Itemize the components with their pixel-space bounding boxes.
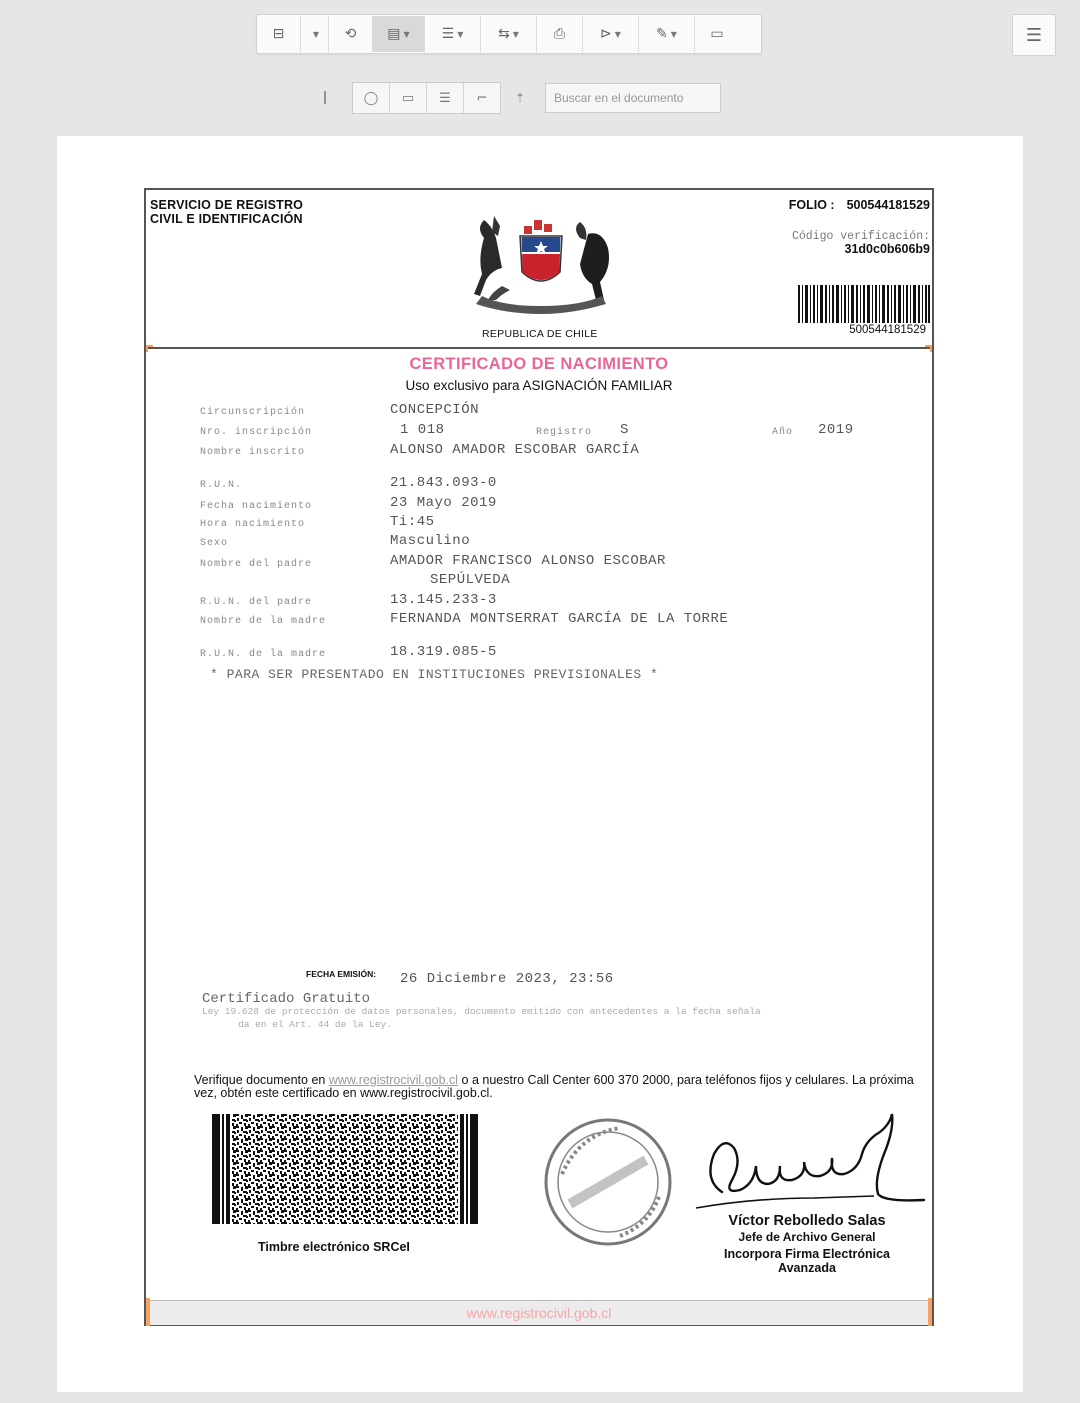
certificado-gratuito: Certificado Gratuito — [202, 991, 371, 1007]
folio-barcode — [798, 285, 930, 323]
text-tool-button[interactable]: ☰ — [427, 83, 464, 113]
menu-button[interactable] — [1012, 14, 1056, 56]
padre-value-cont: SEPÚLVEDA — [430, 572, 511, 588]
chevron-down-icon: ▼ — [670, 29, 677, 39]
sidebar-dropdown-button[interactable] — [301, 16, 329, 52]
inscripcion-value: 1 018 — [400, 422, 445, 438]
run-label: R.U.N. — [200, 480, 243, 491]
text-layout-icon: ☰ — [441, 26, 455, 42]
barcode-number: 500544181529 — [849, 324, 926, 336]
page-layout-button[interactable] — [373, 16, 425, 52]
registro-value: S — [620, 422, 629, 438]
agency-name — [150, 198, 303, 226]
fecha-nacimiento-label: Fecha nacimiento — [200, 501, 313, 512]
hamburger-icon: ☰ — [1025, 24, 1043, 46]
print-button[interactable] — [537, 16, 583, 52]
annotation-toolbar — [312, 80, 721, 116]
printer-icon: ⎙ — [553, 26, 566, 42]
chevron-down-icon: ▼ — [614, 29, 621, 39]
sidebar-icon: ⊟ — [272, 26, 285, 42]
usage-note: * PARA SER PRESENTADO EN INSTITUCIONES PREVISIONALES * — [210, 667, 659, 682]
annotate-icon: ⊳ — [600, 26, 612, 42]
draw-button[interactable] — [639, 16, 695, 52]
pen-icon: ✎ — [656, 26, 668, 42]
verify-link[interactable]: www.registrocivil.gob.cl — [328, 1073, 459, 1087]
signature — [694, 1110, 926, 1212]
signer-name: Víctor Rebolledo Salas — [728, 1213, 886, 1229]
padre-label: Nombre del padre — [200, 559, 313, 570]
fecha-emision-label: FECHA EMISIÓN: — [306, 969, 377, 979]
folio-value: 500544181529 — [846, 198, 930, 212]
comment-icon: ▭ — [710, 26, 724, 42]
corner-mark — [925, 345, 932, 352]
registro-label: Registro — [536, 427, 593, 438]
nombre-value: ALONSO AMADOR ESCOBAR GARCÍA — [390, 442, 640, 458]
footer-accent-left — [146, 1298, 150, 1326]
signer-note-1: Incorpora Firma Electrónica — [723, 1247, 891, 1261]
verification-code-label: Código verificación: — [791, 230, 930, 243]
certificate-subtitle: Uso exclusivo para ASIGNACIÓN FAMILIAR — [405, 378, 673, 393]
chevron-down-icon: ▼ — [312, 29, 320, 39]
rotate-icon: ⟲ — [344, 26, 357, 42]
ellipse-tool-button[interactable]: ◯ — [353, 83, 390, 113]
padre-value: AMADOR FRANCISCO ALONSO ESCOBAR — [390, 553, 666, 569]
sexo-label: Sexo — [200, 538, 229, 549]
folio — [789, 198, 930, 212]
run-padre-value: 13.145.233-3 — [390, 592, 497, 608]
timbre-label: Timbre electrónico SRCeI — [258, 1240, 410, 1254]
line-tool-button[interactable]: ⌐ — [476, 90, 488, 106]
hora-nacimiento-label: Hora nacimiento — [200, 519, 306, 530]
scroll-mode-icon: ⇆ — [498, 26, 510, 42]
verification-instructions — [194, 1074, 914, 1100]
agency-line-2: CIVIL E IDENTIFICACIÓN — [150, 212, 303, 226]
agency-line-1: SERVICIO DE REGISTRO — [150, 198, 304, 212]
circunscripcion-value: CONCEPCIÓN — [390, 402, 480, 418]
legal-note-line-1: Ley 19.628 de protección de datos personales, documento emitido con antecedentes a la fecha señala — [202, 1006, 761, 1017]
certificate-title: CERTIFICADO DE NACIMIENTO — [409, 355, 669, 373]
coat-of-arms-icon — [462, 208, 620, 316]
official-seal-icon — [540, 1114, 680, 1250]
footer-url[interactable]: www.registrocivil.gob.cl — [146, 1300, 932, 1325]
chevron-down-icon: ▼ — [457, 29, 464, 39]
verify-text-pre: Verifique documento en — [194, 1073, 329, 1087]
fecha-emision-value: 26 Diciembre 2023, 23:56 — [400, 971, 614, 987]
corner-mark — [146, 345, 153, 352]
madre-label: Nombre de la madre — [200, 616, 327, 627]
chevron-down-icon: ▼ — [403, 29, 410, 39]
hora-nacimiento-value: Ti:45 — [390, 514, 435, 530]
page-layout-icon: ▤ — [387, 26, 401, 42]
ano-value: 2019 — [818, 422, 854, 438]
annotate-button[interactable] — [583, 16, 639, 52]
circunscripcion-label: Circunscripción — [200, 407, 306, 418]
comment-button[interactable] — [695, 16, 739, 52]
legal-note-line-2: da en el Art. 44 de la Ley. — [238, 1019, 392, 1030]
fecha-nacimiento-value: 23 Mayo 2019 — [390, 495, 497, 511]
madre-value: FERNANDA MONTSERRAT GARCÍA DE LA TORRE — [390, 611, 729, 627]
folio-label: FOLIO : — [788, 198, 835, 212]
rotate-button[interactable] — [329, 16, 373, 52]
footer-accent-right — [928, 1298, 932, 1326]
viewer-toolbar — [256, 14, 762, 54]
rectangle-tool-button[interactable]: ▭ — [390, 83, 427, 113]
inscripcion-label: Nro. inscripción — [200, 427, 313, 438]
header-divider — [146, 347, 932, 349]
birth-certificate — [144, 188, 934, 1326]
signer-role: Jefe de Archivo General — [738, 1230, 876, 1244]
signer-note-2: Avanzada — [778, 1261, 836, 1275]
ano-label: Año — [772, 427, 794, 438]
toggle-sidebar-button[interactable] — [257, 16, 301, 52]
search-input[interactable]: Buscar en el documento — [545, 83, 721, 113]
run-madre-value: 18.319.085-5 — [390, 644, 497, 660]
republica-label: REPUBLICA DE CHILE — [482, 328, 598, 340]
nombre-label: Nombre inscrito — [200, 447, 306, 458]
verification-code-value: 31d0c0b606b9 — [844, 242, 930, 256]
electronic-stamp-code — [212, 1114, 478, 1224]
text-cursor-icon[interactable]: I — [322, 87, 328, 109]
run-madre-label: R.U.N. de la madre — [200, 649, 327, 660]
run-value: 21.843.093-0 — [390, 475, 497, 491]
run-padre-label: R.U.N. del padre — [200, 597, 313, 608]
scroll-mode-button[interactable] — [481, 16, 537, 52]
shape-tools — [352, 82, 501, 114]
text-layout-button[interactable] — [425, 16, 481, 52]
chevron-down-icon: ▼ — [512, 29, 519, 39]
sexo-value: Masculino — [390, 533, 471, 549]
upload-icon[interactable]: ⇡ — [515, 91, 526, 105]
verify-text-post: o a nuestro Call Center 600 370 2000, para teléfonos fijos y celulares. La próxima vez, obtén este certificado en www.registrocivil.gob.cl. — [194, 1073, 914, 1100]
